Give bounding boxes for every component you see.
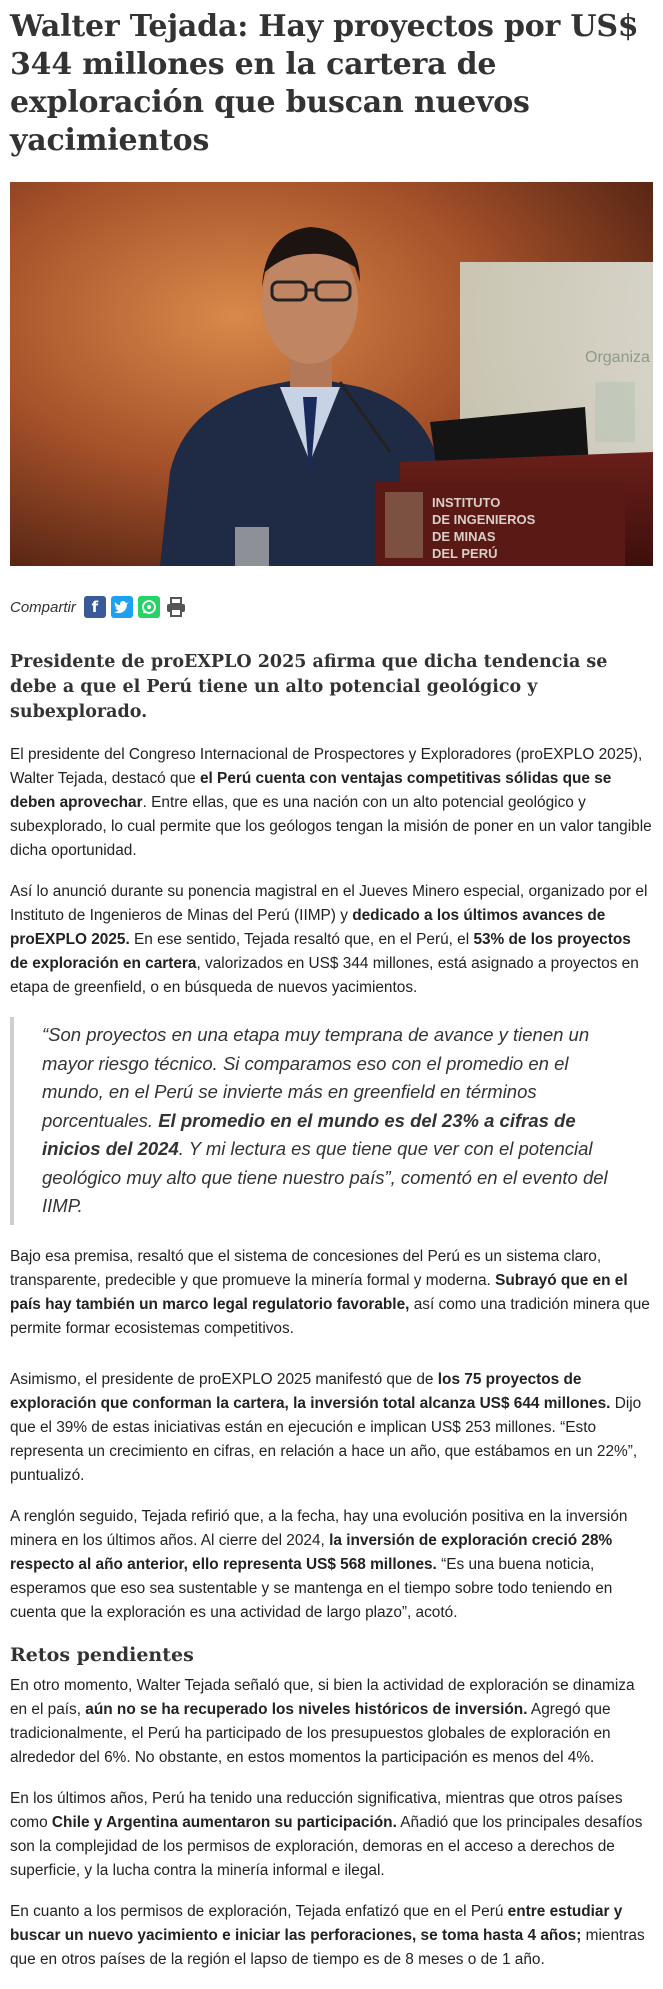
text-run: Asimismo, el presidente de proEXPLO 2025 manifestó que de [10, 1370, 438, 1388]
paragraph-4 [10, 1368, 653, 1488]
share-bar [10, 594, 653, 620]
bold-run: Chile y Argentina aumentaron su participación. [51, 1813, 397, 1831]
bold-run: El promedio en el mundo es del 23% a cifras de inicios del 2024 [42, 1109, 576, 1159]
paragraph-1 [10, 743, 653, 863]
text-run: así como una tradición minera que permite formar ecosistemas competitivos. [10, 1295, 650, 1337]
text-run: mientras que en otros países de la región el lapso de tiempo es de 8 meses o de 1 año. [10, 1926, 645, 1968]
text-run: A renglón seguido, Tejada refirió que, a la fecha, hay una evolución positiva en la inversión minera en los últimos años. Al cierre del 2024, [10, 1507, 628, 1549]
screen-text: Organiza [585, 349, 650, 366]
text-run: En ese sentido, Tejada resaltó que, en el Perú, el [129, 931, 474, 948]
podium-sign-line-4: DEL PERÚ [432, 546, 498, 561]
article-subtitle: Presidente de proEXPLO 2025 afirma que dicha tendencia se debe a que el Perú tiene un alto potencial geológico y subexplorado. [10, 652, 608, 722]
bold-run: los 75 proyectos de exploración que conforman la cartera, la inversión total alcanza US$ 644 millones. [10, 1370, 611, 1412]
paragraph-6 [10, 1674, 653, 1770]
text-run: “Son proyectos en una etapa muy temprana de avance y tienen un mayor riesgo técnico. Si comparamos eso con el promedio en el mundo, en el Perú se invierte más en greenfield en términos porcentuales. [42, 1024, 590, 1131]
text-run: En cuanto a los permisos de exploración, Tejada enfatizó que en el Perú [10, 1902, 508, 1920]
bold-run: Subrayó que en el país hay también un marco legal regulatorio favorable, [10, 1271, 628, 1313]
speaker-photo-illustration [10, 182, 653, 566]
paragraph-5 [10, 1505, 653, 1625]
bold-run: entre estudiar y buscar un nuevo yacimiento e iniciar las perforaciones, se toma hasta 4 años; [10, 1902, 623, 1944]
bold-run: el Perú cuenta con ventajas competitivas sólidas que se deben aprovechar [10, 770, 612, 811]
podium-sign-line-3: DE MINAS [432, 529, 496, 544]
whatsapp-icon[interactable] [138, 596, 160, 618]
text-run: Agregó que tradicionalmente, el Perú ha participado de los presupuestos globales de exploración en alrededor del 6%. No obstante, en estos momentos la participación es menos del 4%. [10, 1700, 611, 1766]
bold-run: dedicado a los últimos avances de proEXPLO 2025. [10, 907, 606, 948]
text-run: “Es una buena noticia, esperamos que eso sea sustentable y se mantenga en el tiempo sobre todo teniendo en cuenta que la exploración es una actividad de largo plazo”, acotó. [10, 1555, 613, 1621]
spacer [10, 1358, 653, 1368]
text-run: , valorizados en US$ 344 millones, está asignado a proyectos en etapa de greenfield, o en búsqueda de nuevos yacimientos. [10, 955, 639, 996]
twitter-icon[interactable] [111, 596, 133, 618]
article-photo [10, 182, 653, 566]
text-run: . Y mi lectura es que tiene que ver con el potencial geológico muy alto que tiene nuestro país”, comentó en el evento del IIMP. [42, 1138, 608, 1216]
paragraph-7 [10, 1787, 653, 1883]
share-label: Compartir [10, 598, 76, 616]
text-run: El presidente del Congreso Internacional de Prospectores y Exploradores (proEXPLO 2025), Walter Tejada, destacó que [10, 746, 643, 787]
text-run: Así lo anunció durante su ponencia magistral en el Jueves Minero especial, organizado por el Instituto de Ingenieros de Minas del Perú (IIMP) y [10, 883, 648, 924]
text-run: . Entre ellas, que es una nación con un alto potencial geológico y subexplorado, lo cual permite que los geólogos tengan la misión de poner en un valor tangible dicha oportunidad. [10, 794, 652, 859]
text-run: Añadió que los principales desafíos son la complejidad de los permisos de exploración, demoras en el acceso a derechos de superficie, y la lucha contra la minería informal e ilegal. [10, 1813, 643, 1879]
text-run: Bajo esa premisa, resaltó que el sistema de concesiones del Perú es un sistema claro, transparente, predecible y que promueve la minería formal y moderna. [10, 1247, 602, 1289]
bold-run: 53% de los proyectos de exploración en cartera [10, 931, 631, 972]
article-title: Walter Tejada: Hay proyectos por US$ 344 millones en la cartera de exploración que buscan nuevos yacimientos [10, 9, 639, 158]
paragraph-2 [10, 880, 653, 1000]
article [0, 8, 663, 1972]
text-run: En los últimos años, Perú ha tenido una reducción significativa, mientras que otros países como [10, 1789, 623, 1831]
bold-run: aún no se ha recuperado los niveles históricos de inversión. [85, 1700, 528, 1718]
text-run: En otro momento, Walter Tejada señaló que, si bien la actividad de exploración se dinamiza en el país, [10, 1676, 635, 1718]
section-heading: Retos pendientes [10, 1643, 194, 1666]
paragraph-8 [10, 1900, 653, 1972]
podium-sign-line-1: INSTITUTO [432, 495, 501, 510]
paragraph-3 [10, 1245, 653, 1341]
facebook-icon[interactable]: f [84, 596, 106, 618]
text-run: Dijo que el 39% de estas iniciativas están en ejecución e implican US$ 253 millones. “Esto representa un crecimiento en cifras, en relación a hace un año, que estábamos en un 22%”, puntualizó. [10, 1394, 642, 1484]
pull-quote [10, 1017, 653, 1225]
bold-run: la inversión de exploración creció 28% respecto al año anterior, ello representa US$ 568 millones. [10, 1531, 613, 1573]
print-icon[interactable] [165, 596, 187, 618]
podium-sign-line-2: DE INGENIEROS [432, 512, 536, 527]
